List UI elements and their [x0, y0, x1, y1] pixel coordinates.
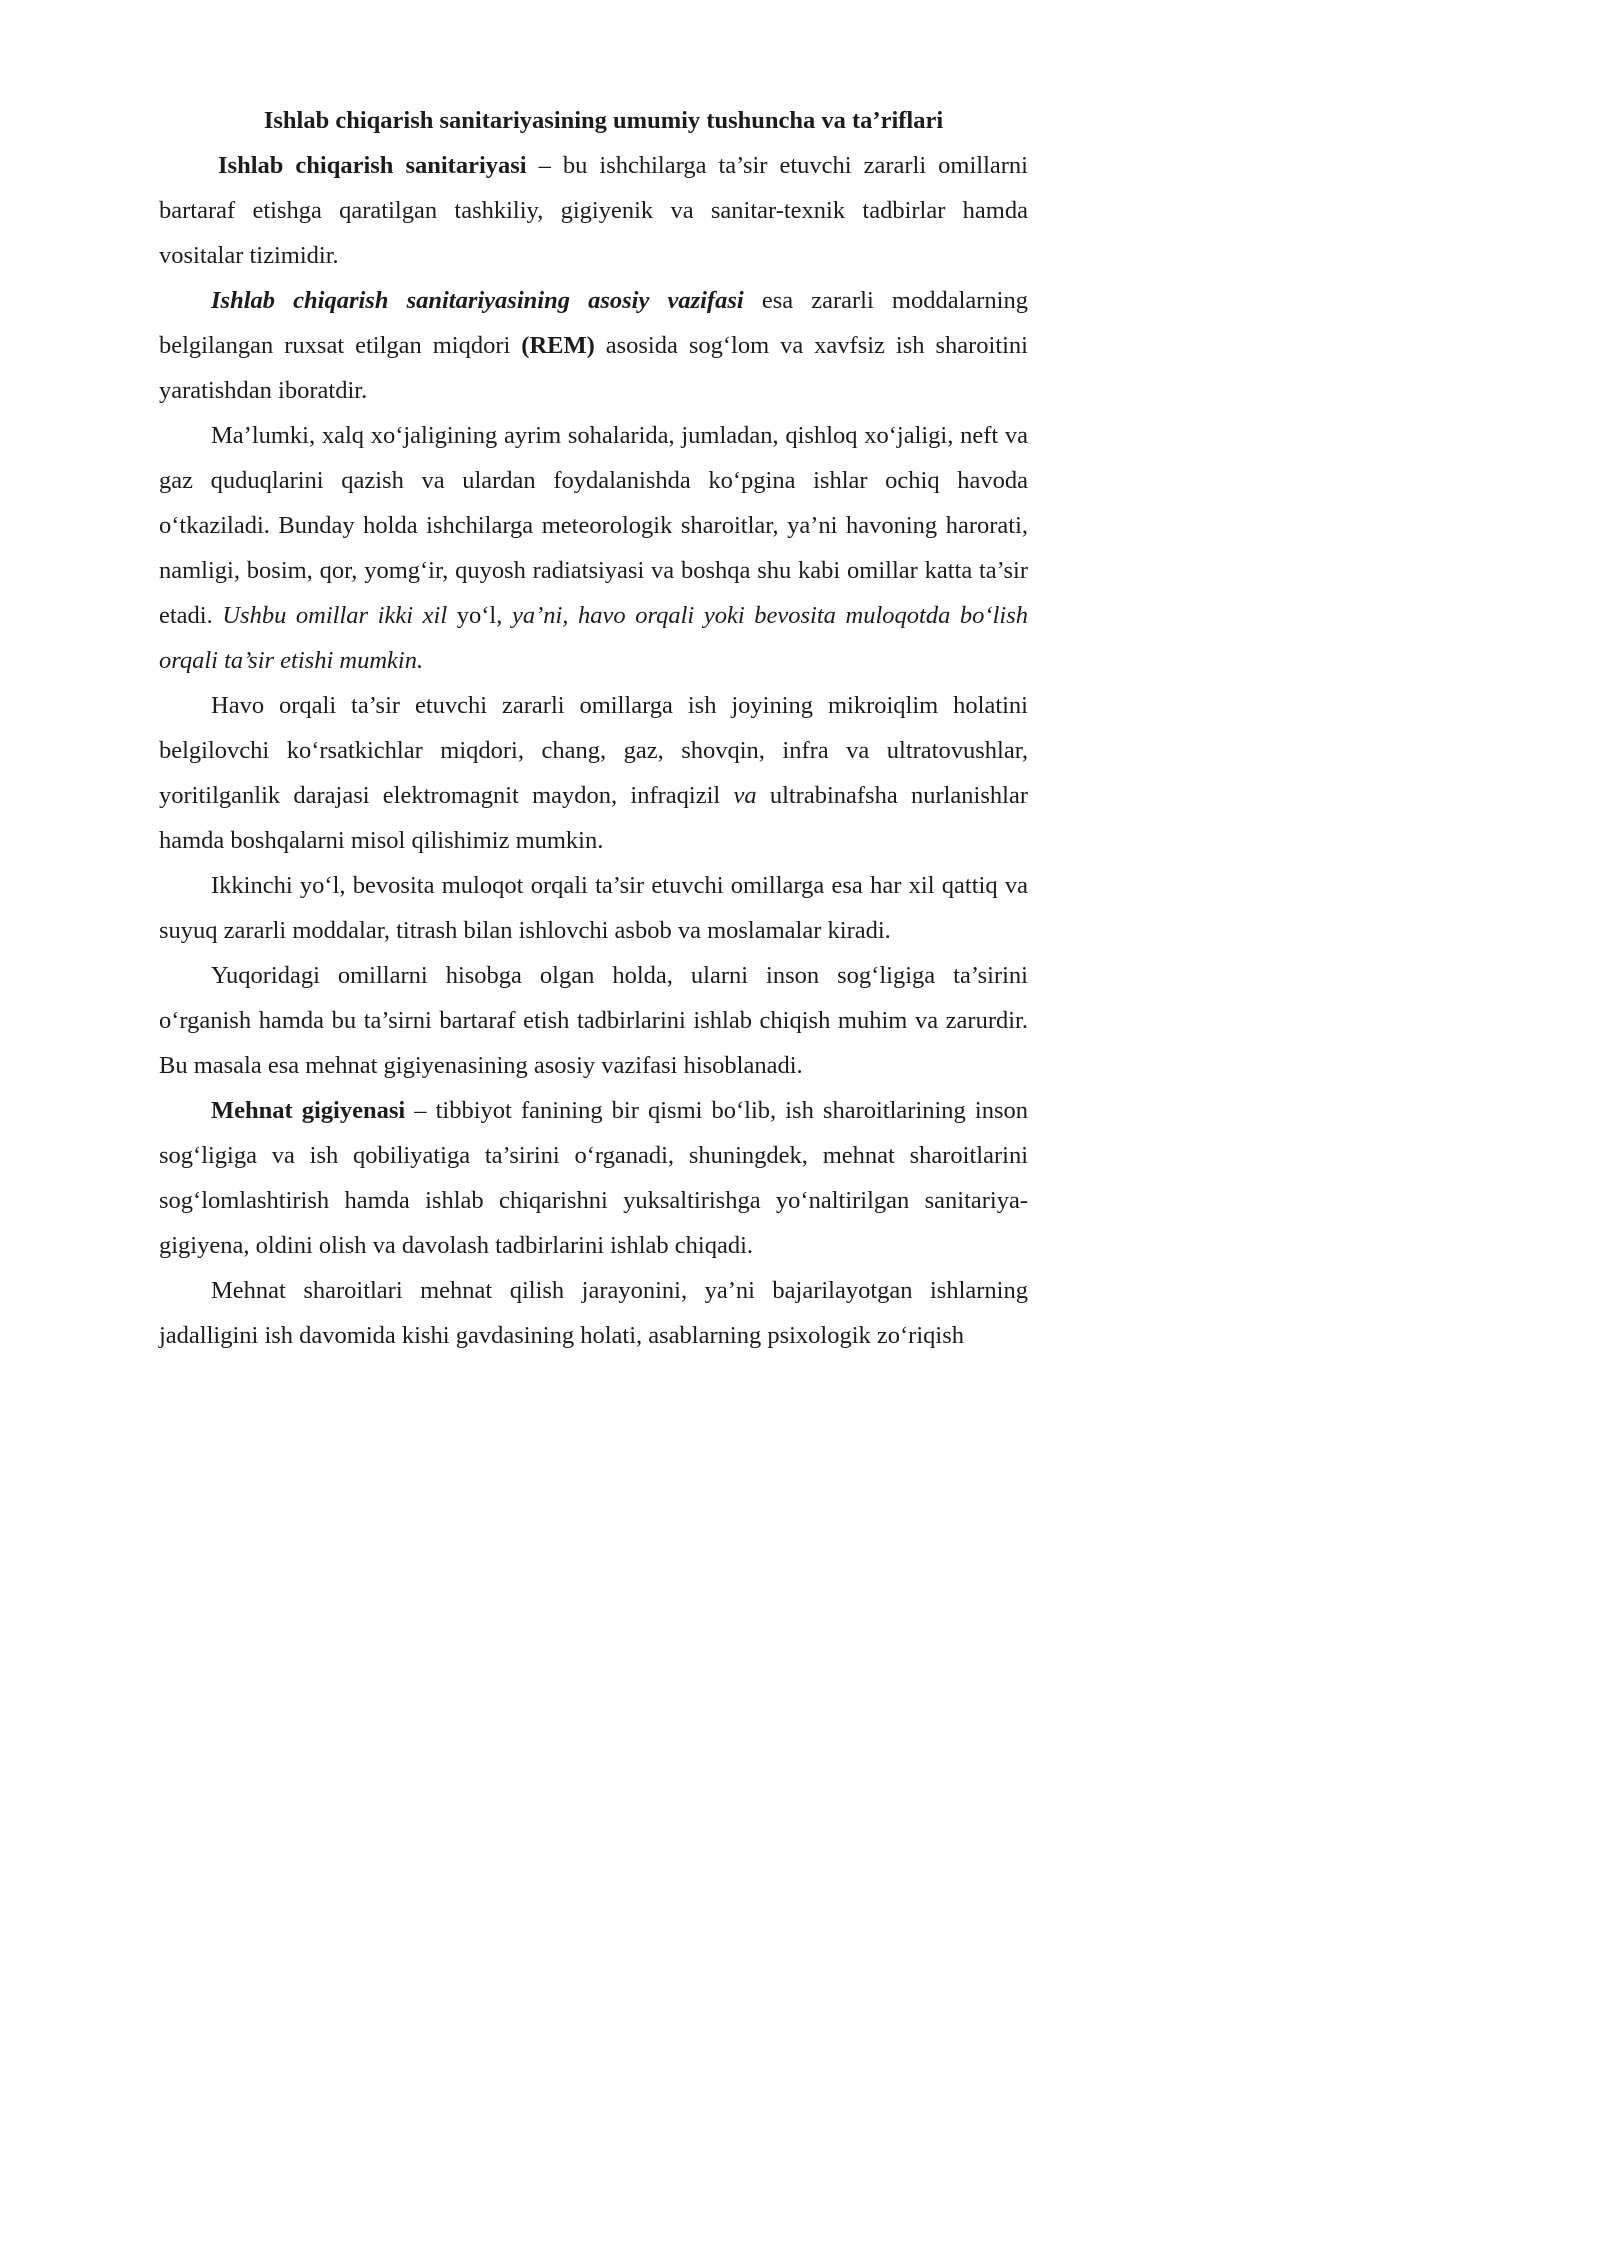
paragraph-text: Havo orqali ta’sir etuvchi zararli omillarga ish joyining mikroiqlim holatini belgilovchi ko‘rsatkichlar miqdori, chang, gaz, shovqin, infra va ultratovushlar, yoritilganlik darajasi elektromagnit maydon, infraqizil	[159, 692, 1028, 809]
document-body	[159, 101, 1028, 1358]
paragraph-text: – tibbiyot fanining bir qismi bo‘lib, ish sharoitlarining inson sog‘ligiga va ish qobiliyatiga ta’sirini o‘rganadi, shuningdek, mehnat sharoitlarini sog‘lomlashtirish hamda ishlab chiqarishni yuksaltirishga yo‘naltirilgan sanitariya-gigiyena, oldini olish va davolash tadbirlarini ishlab chiqadi.	[159, 1097, 1028, 1259]
paragraph-text: ultrabinafsha nurlanishlar hamda boshqalarni misol qilishimiz mumkin.	[159, 782, 1028, 854]
paragraph-definition-sanitation	[159, 143, 1028, 278]
italic-text: Ushbu omillar ikki xil	[222, 602, 448, 629]
paragraph-airborne-factors	[159, 683, 1028, 863]
paragraph-text: Ma’lumki, xalq xo‘jaligining ayrim sohalarida, jumladan, qishloq xo‘jaligi, neft va gaz quduqlarini qazish va ulardan foydalanishda ko‘pgina ishlar ochiq havoda o‘tkaziladi. Bunday holda ishchilarga meteorologik sharoitlar, ya’ni havoning harorati, namligi, bosim, qor, yomg‘ir, quyosh radiatsiyasi va boshqa shu kabi omillar katta ta’sir etadi.	[159, 422, 1028, 629]
italic-text: va	[733, 782, 757, 809]
term-production-sanitation: Ishlab chiqarish sanitariyasi	[218, 152, 527, 179]
document-page	[0, 0, 1109, 1568]
paragraph-importance: Yuqoridagi omillarni hisobga olgan holda, ularni inson sog‘ligiga ta’sirini o‘rganish hamda bu ta’sirni bartaraf etish tadbirlarini ishlab chiqish muhim va zarurdir. Bu masala esa mehnat gigiyenasining asosiy vazifasi hisoblanadi.	[159, 962, 1028, 1079]
paragraph-text: yo‘l,	[447, 602, 512, 629]
paragraph-occupational-hygiene	[159, 1088, 1028, 1268]
paragraph-text: asosida sog‘lom va xavfsiz ish sharoitini yaratishdan iboratdir.	[159, 332, 1028, 404]
paragraph-working-conditions: Mehnat sharoitlari mehnat qilish jarayonini, ya’ni bajarilayotgan ishlarning jadalligini ish davomida kishi gavdasining holati, asablarning psixologik zo‘riqish	[159, 1277, 1028, 1349]
paragraph-text: – bu ishchilarga ta’sir etuvchi zararli omillarni bartaraf etishga qaratilgan tashkiliy, gigiyenik va sanitar-texnik tadbirlar hamda vositalar tizimidir.	[159, 152, 1028, 269]
term-occupational-hygiene: Mehnat gigiyenasi	[211, 1097, 406, 1124]
paragraph-meteorological-factors	[159, 413, 1028, 683]
document-title: Ishlab chiqarish sanitariyasining umumiy tushuncha va ta’riflari	[263, 107, 944, 134]
paragraph-main-task	[159, 278, 1028, 413]
term-main-task: Ishlab chiqarish sanitariyasining asosiy vazifasi	[211, 287, 744, 314]
paragraph-text: esa zararli moddalarning belgilangan ruxsat etilgan miqdori	[159, 287, 1028, 359]
italic-text: ya’ni, havo orqali yoki bevosita muloqotda bo‘lish orqali ta’sir etishi mumkin.	[159, 602, 1028, 674]
abbreviation-rem: (REM)	[521, 332, 595, 359]
paragraph-contact-factors: Ikkinchi yo‘l, bevosita muloqot orqali ta’sir etuvchi omillarga esa har xil qattiq va suyuq zararli moddalar, titrash bilan ishlovchi asbob va moslamalar kiradi.	[159, 872, 1028, 944]
